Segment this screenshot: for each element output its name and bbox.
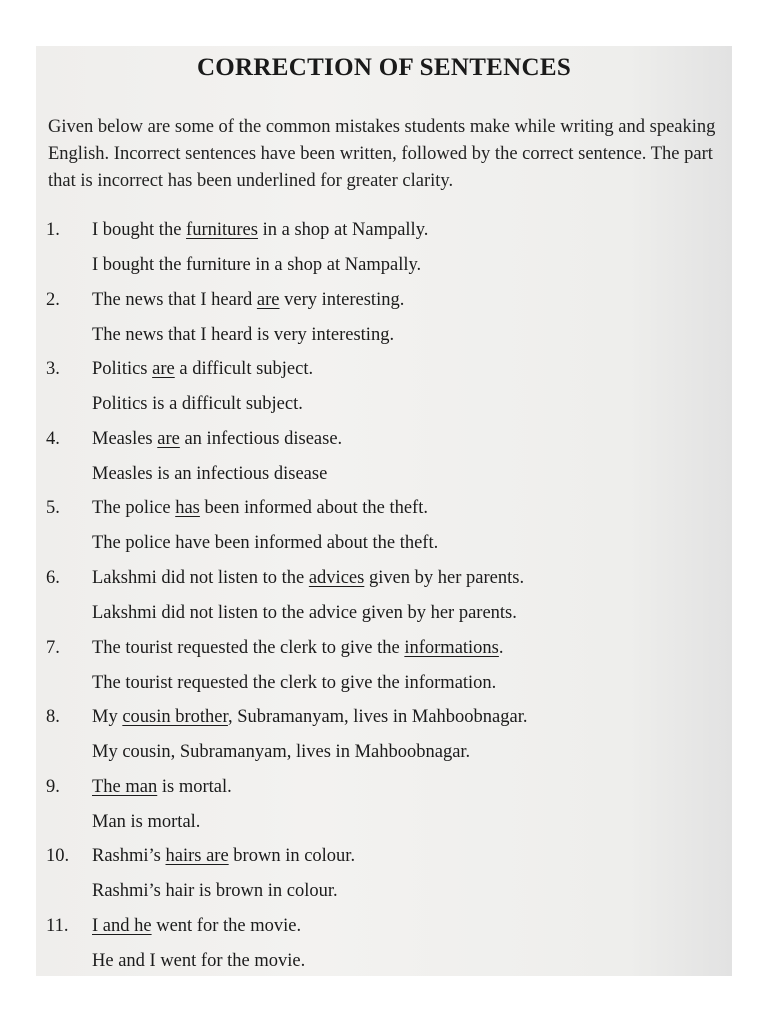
list-item (46, 846, 726, 916)
underlined-error: has (175, 498, 200, 519)
sentence-text: My (92, 707, 123, 728)
sentence-text: The police (92, 498, 176, 519)
sentence-text: a difficult subject. (174, 359, 314, 380)
incorrect-sentence (92, 638, 504, 659)
correct-sentence: The police have been informed about the theft. (92, 533, 439, 554)
correct-sentence: I bought the furniture in a shop at Nampally. (92, 255, 422, 275)
underlined-error: advices (308, 567, 365, 588)
correct-sentence: Measles is an infectious disease (92, 463, 328, 484)
sentence-text: The tourist requested the clerk to give the (92, 637, 405, 658)
list-item (46, 568, 726, 638)
incorrect-sentence (92, 429, 342, 450)
list-item (46, 290, 726, 360)
incorrect-sentence (92, 290, 404, 311)
item-number: 10. (46, 846, 70, 867)
list-item (46, 916, 726, 976)
sentence-text: brown in colour. (228, 846, 356, 867)
item-number: 4. (46, 428, 60, 449)
underlined-error: The man (92, 776, 158, 797)
sentence-text: given by her parents. (364, 567, 525, 588)
list-item (46, 638, 726, 708)
item-number: 1. (46, 220, 60, 240)
item-number: 8. (46, 707, 60, 728)
sentence-text: The news that I heard (92, 289, 257, 310)
page-title: CORRECTION OF SENTENCES (196, 54, 572, 81)
sentence-text: an infectious disease. (179, 428, 343, 449)
sentence-text: , Subramanyam, lives in Mahboobnagar. (227, 707, 528, 728)
sentence-text: is mortal. (157, 776, 232, 797)
item-number: 6. (46, 567, 60, 588)
item-number: 7. (46, 637, 60, 658)
sentence-text: Rashmi’s (92, 846, 166, 867)
list-item (46, 429, 726, 499)
correct-sentence: He and I went for the movie. (92, 950, 306, 971)
correct-sentence: Man is mortal. (92, 811, 201, 832)
incorrect-sentence (92, 359, 313, 380)
item-number: 3. (46, 359, 60, 380)
sentence-text: in a shop at Nampally. (257, 220, 429, 240)
item-number: 11. (46, 915, 69, 936)
correct-sentence: The news that I heard is very interesting. (92, 324, 395, 345)
incorrect-sentence (92, 707, 527, 728)
sentence-text: Lakshmi did not listen to the (92, 567, 309, 588)
underlined-error: informations (404, 637, 499, 658)
incorrect-sentence (92, 846, 355, 867)
list-item (46, 359, 726, 429)
sentence-text: Politics (92, 359, 153, 380)
sentence-text: I bought the (92, 220, 187, 240)
list-item (46, 707, 726, 777)
sentence-text: . (498, 637, 504, 658)
sentence-text: Measles (92, 428, 158, 449)
item-number: 2. (46, 289, 60, 310)
underlined-error: I and he (92, 915, 152, 936)
incorrect-sentence (92, 777, 232, 798)
underlined-error: hairs are (165, 846, 229, 867)
correct-sentence: My cousin, Subramanyam, lives in Mahboobnagar. (92, 742, 471, 763)
item-number: 9. (46, 776, 60, 797)
list-item (46, 220, 726, 290)
list-item (46, 498, 726, 568)
sentence-text: very interesting. (279, 289, 405, 310)
underlined-error: furnitures (186, 220, 258, 240)
underlined-error: are (256, 289, 280, 310)
correct-sentence: The tourist requested the clerk to give the information. (92, 672, 497, 693)
sentence-text: went for the movie. (151, 915, 302, 936)
incorrect-sentence (92, 568, 524, 589)
correct-sentence: Lakshmi did not listen to the advice given by her parents. (92, 602, 517, 623)
underlined-error: are (152, 359, 175, 380)
incorrect-sentence (92, 916, 301, 937)
intro-paragraph: Given below are some of the common mistakes students make while writing and speaking English. Incorrect sentences have been written, followed by the correct sentence. The part that is incorrect has been underlined for greater clarity. (48, 117, 716, 191)
sentence-text: been informed about the theft. (199, 498, 428, 519)
document-page (36, 46, 732, 976)
incorrect-sentence (92, 220, 428, 241)
item-number: 5. (46, 498, 60, 519)
correct-sentence: Rashmi’s hair is brown in colour. (92, 881, 338, 902)
correct-sentence: Politics is a difficult subject. (92, 394, 303, 415)
list-item (46, 777, 726, 847)
incorrect-sentence (92, 498, 428, 519)
underlined-error: cousin brother (122, 707, 228, 728)
underlined-error: are (157, 428, 180, 449)
sentence-list (46, 220, 726, 976)
